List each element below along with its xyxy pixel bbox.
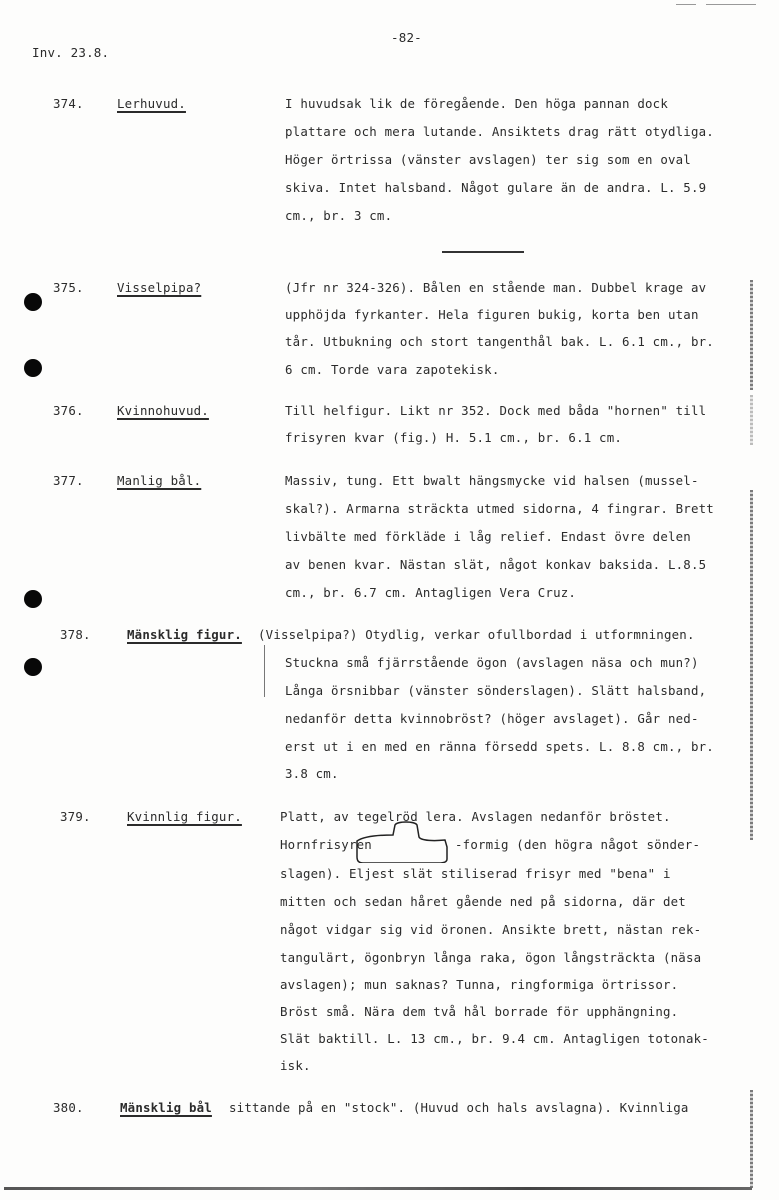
- entry-text-line: av benen kvar. Nästan slät, något konkav baksida. L.8.5: [285, 557, 707, 572]
- entry-text-line: Platt, av tegelröd lera. Avslagen nedanför bröstet.: [280, 809, 671, 824]
- horn-hairstyle-sketch: [355, 821, 465, 863]
- section-separator: [442, 251, 524, 253]
- entry-text-line: Bröst små. Nära dem två hål borrade för upphängning.: [280, 1004, 679, 1019]
- entry-number: 375.: [53, 280, 84, 295]
- entry-text-line: skal?). Armarna sträckta utmed sidorna, 4 fingrar. Brett: [285, 501, 714, 516]
- margin-line: [264, 645, 265, 697]
- entry-text-line: Hornfrisyren: [280, 837, 372, 852]
- entry-title: Visselpipa?: [117, 280, 202, 295]
- entry-number: 379.: [60, 809, 91, 824]
- scan-edge: [750, 490, 753, 840]
- entry-number: 380.: [53, 1100, 84, 1115]
- entry-text-line: sittande på en "stock". (Huvud och hals avslagna). Kvinnliga: [229, 1100, 689, 1115]
- entry-text-line: något vidgar sig vid öronen. Ansikte brett, nästan rek-: [280, 922, 702, 937]
- entry-title: Mänsklig bål: [120, 1100, 212, 1115]
- entry-text-line: plattare och mera lutande. Ansiktets drag rätt otydliga.: [285, 124, 714, 139]
- entry-text-line: isk.: [280, 1058, 311, 1073]
- entry-text-line: frisyren kvar (fig.) H. 5.1 cm., br. 6.1 cm.: [285, 430, 623, 445]
- scan-mark: [676, 4, 696, 5]
- punch-hole: [24, 658, 42, 676]
- entry-text-line: Slät baktill. L. 13 cm., br. 9.4 cm. Antagligen totonak-: [280, 1031, 709, 1046]
- entry-title: Kvinnlig figur.: [127, 809, 242, 824]
- punch-hole: [24, 293, 42, 311]
- entry-text-line: tår. Utbukning och stort tangenthål bak. L. 6.1 cm., br.: [285, 334, 714, 349]
- inventory-reference: Inv. 23.8.: [32, 45, 110, 60]
- scan-edge: [750, 280, 753, 390]
- scan-edge: [750, 1090, 753, 1188]
- entry-text-line: 6 cm. Torde vara zapotekisk.: [285, 362, 500, 377]
- entry-text-line: Stuckna små fjärrstående ögon (avslagen näsa och mun?): [285, 655, 699, 670]
- entry-text-line: -formig (den högra något sönder-: [455, 837, 701, 852]
- entry-text-line: Till helfigur. Likt nr 352. Dock med båda "hornen" till: [285, 403, 707, 418]
- entry-text-line: Massiv, tung. Ett bwalt hängsmycke vid halsen (mussel-: [285, 473, 699, 488]
- scan-edge: [750, 395, 753, 445]
- entry-text-line: Långa örsnibbar (vänster sönderslagen). Slätt halsband,: [285, 683, 707, 698]
- punch-hole: [24, 590, 42, 608]
- entry-text-line: (Jfr nr 324-326). Bålen en stående man. Dubbel krage av: [285, 280, 707, 295]
- entry-text-line: I huvudsak lik de föregående. Den höga pannan dock: [285, 96, 668, 111]
- punch-hole: [24, 359, 42, 377]
- entry-text-line: mitten och sedan håret gående ned på sidorna, där det: [280, 894, 686, 909]
- scan-mark: [706, 4, 756, 5]
- entry-text-line: upphöjda fyrkanter. Hela figuren bukig, korta ben utan: [285, 307, 699, 322]
- entry-text-line: cm., br. 3 cm.: [285, 208, 393, 223]
- entry-text-line: (Visselpipa?) Otydlig, verkar ofullbordad i utformningen.: [258, 627, 695, 642]
- entry-text-line: tangulärt, ögonbryn långa raka, ögon långsträckta (näsa: [280, 950, 702, 965]
- entry-number: 378.: [60, 627, 91, 642]
- entry-text-line: 3.8 cm.: [285, 766, 339, 781]
- entry-text-line: slagen). Eljest slät stiliserad frisyr med "bena" i: [280, 866, 671, 881]
- entry-title: Mänsklig figur.: [127, 627, 242, 642]
- entry-title: Lerhuvud.: [117, 96, 186, 111]
- entry-text-line: erst ut i en med en ränna försedd spets. L. 8.8 cm., br.: [285, 739, 714, 754]
- entry-title: Kvinnohuvud.: [117, 403, 209, 418]
- entry-number: 377.: [53, 473, 84, 488]
- entry-text-line: Höger örtrissa (vänster avslagen) ter sig som en oval: [285, 152, 691, 167]
- entry-number: 374.: [53, 96, 84, 111]
- entry-text-line: avslagen); mun saknas? Tunna, ringformiga örtrissor.: [280, 977, 679, 992]
- scan-edge-bottom: [4, 1187, 752, 1190]
- entry-title: Manlig bål.: [117, 473, 202, 488]
- entry-text-line: livbälte med förkläde i låg relief. Endast övre delen: [285, 529, 691, 544]
- page-number: -82-: [391, 30, 422, 45]
- entry-text-line: cm., br. 6.7 cm. Antagligen Vera Cruz.: [285, 585, 577, 600]
- entry-number: 376.: [53, 403, 84, 418]
- entry-text-line: skiva. Intet halsband. Något gulare än de andra. L. 5.9: [285, 180, 707, 195]
- entry-text-line: nedanför detta kvinnobröst? (höger avslaget). Går ned-: [285, 711, 699, 726]
